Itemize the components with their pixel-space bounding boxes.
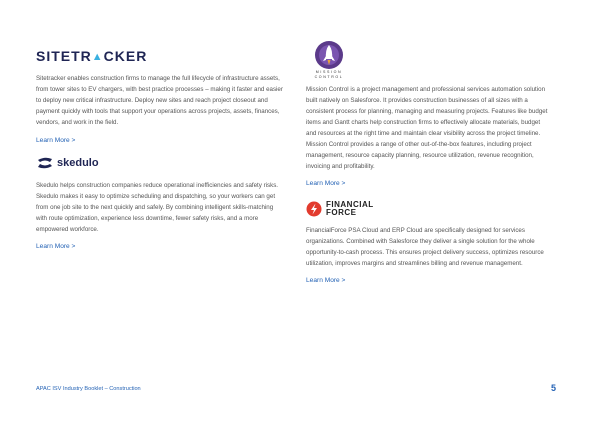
mission-control-line2: CONTROL — [314, 75, 344, 79]
mission-control-logo — [306, 40, 352, 80]
financialforce-learn-more-link[interactable]: Learn More > — [306, 277, 346, 284]
mission-control-description: Mission Control is a project management and professional services automation solution built natively on Salesforce. It provides construction businesses of all sizes with a consistent process for planning, managing and measuring projects. Features like budget items and Gantt charts help construction firms to effectively allocate materials, budget and resources at the right time and maintain clear visibility across the project timeline. Mission Control provides a range of other out-of-the-box features, including project management, resource capacity planning, resource utilization, revenue recognition, invoicing and profitability. — [306, 86, 548, 170]
financialforce-description: FinancialForce PSA Cloud and ERP Cloud are specifically designed for services organizations. Combined with Salesforce they deliver a single solution for the whole opportunity-to-cash process. This ensures project delivery success, optimizes resource utilization, improves margins and streamlines billing and revenue management. — [306, 227, 544, 267]
mission-control-learn-more-link[interactable]: Learn More > — [306, 180, 346, 187]
right-column — [306, 40, 552, 287]
financialforce-line2: FORCE — [326, 208, 357, 217]
skedulo-description: Skedulo helps construction companies reduce operational inefficiencies and safety risks. Skedulo makes it easy to optimize scheduling and dispatching, so your workers can get from one job site to the next quickly and safely. By combining intelligent skills-matching with route optimization, experience less downtime, fewer safety risks, and a more empowered workforce. — [36, 182, 279, 233]
sitetracker-learn-more-link[interactable]: Learn More > — [36, 137, 76, 144]
mission-control-line1: MISSION — [315, 70, 343, 74]
rocket-icon — [314, 40, 344, 70]
skedulo-mark-icon — [36, 156, 54, 170]
left-column — [36, 48, 284, 253]
footer-title: APAC ISV Industry Booklet – Construction — [36, 386, 141, 392]
financialforce-line1: FINANCIAL — [326, 200, 374, 209]
financialforce-mark-icon — [306, 201, 322, 217]
sitetracker-logo: SITETR▲CKER — [36, 48, 148, 64]
triangle-icon: ▲ — [91, 51, 104, 63]
page-number: 5 — [551, 383, 557, 393]
financialforce-logo — [306, 200, 552, 218]
skedulo-learn-more-link[interactable]: Learn More > — [36, 243, 76, 250]
skedulo-logo — [36, 155, 284, 171]
skedulo-wordmark: skedulo — [57, 157, 99, 169]
sitetracker-description: Sitetracker enables construction firms to manage the full lifecycle of infrastructure assets, from tower sites to EV chargers, with best practice processes – making it faster and easier to deploy new critical infrastructure. Deploy new sites and reach project closeout and payment quickly with tools that support your operations across projects, assets, finances, vendors, and work in the field. — [36, 75, 283, 126]
